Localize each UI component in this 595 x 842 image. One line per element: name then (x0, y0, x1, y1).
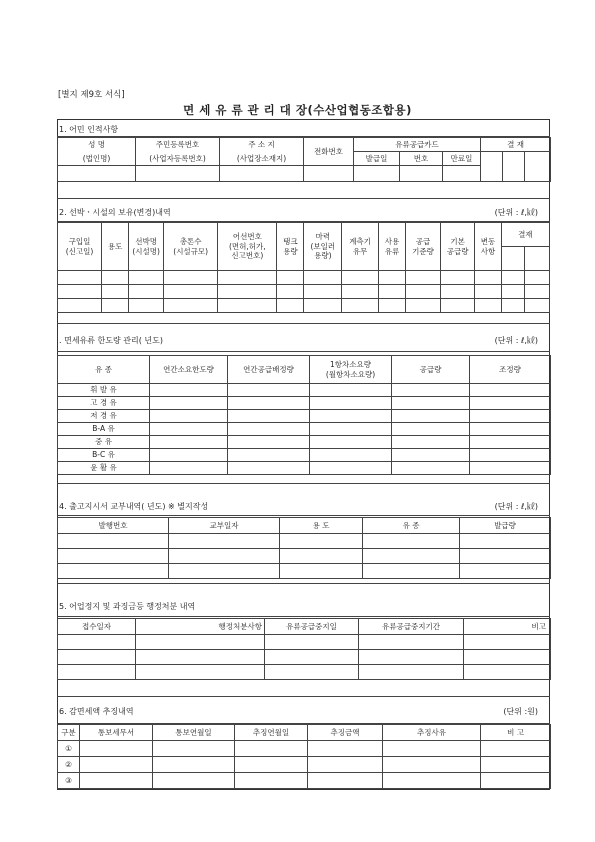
hdr-purchase-date: 구입일 (신고일) (58, 223, 102, 271)
s5-cell[interactable] (265, 635, 359, 650)
s6-cell[interactable] (80, 773, 153, 789)
s4-cell[interactable] (460, 564, 551, 579)
s6-cell[interactable] (383, 757, 481, 773)
hdr-s2-approval: 결재 (501, 223, 549, 247)
s3-cell[interactable] (392, 410, 470, 423)
hdr-collection-reason: 추징사유 (383, 725, 481, 741)
s3-cell[interactable] (150, 397, 228, 410)
s6-cell[interactable] (308, 757, 383, 773)
s3-cell[interactable] (310, 449, 392, 462)
section-5-table (57, 618, 551, 680)
s6-cell[interactable] (235, 757, 308, 773)
s6-cell[interactable] (235, 773, 308, 789)
s2-cell[interactable] (524, 285, 549, 299)
input-card-issue-date[interactable] (354, 166, 400, 182)
s2-cell[interactable] (218, 271, 277, 285)
section-4-top-line (57, 515, 550, 516)
s2-cell[interactable] (163, 271, 218, 285)
s3-cell[interactable] (392, 436, 470, 449)
s4-cell[interactable] (460, 534, 551, 549)
s3-cell[interactable] (150, 423, 228, 436)
s3-cell[interactable] (392, 397, 470, 410)
section-6-unit: (단위 :원) (503, 707, 538, 716)
s2-cell[interactable] (406, 271, 441, 285)
approval-box-s2-2[interactable] (524, 247, 549, 271)
section-2-bottom-line (57, 323, 550, 324)
s3-cell[interactable] (228, 449, 310, 462)
section-6-table (57, 724, 551, 789)
s5-cell[interactable] (265, 665, 359, 680)
s2-cell[interactable] (342, 271, 379, 285)
s3-cell[interactable] (310, 410, 392, 423)
s2-cell[interactable] (304, 285, 342, 299)
s4-cell[interactable] (460, 549, 551, 564)
s2-cell[interactable] (501, 271, 524, 285)
s5-cell[interactable] (464, 665, 551, 680)
s6-cell[interactable] (481, 757, 551, 773)
hdr-category: 구분 (58, 725, 80, 741)
s5-cell[interactable] (464, 635, 551, 650)
hdr-adjustment: 조정량 (470, 356, 551, 384)
s2-cell[interactable] (163, 285, 218, 299)
section-3-bottom-line (57, 483, 550, 484)
s3-cell[interactable] (310, 423, 392, 436)
s4-cell[interactable] (169, 534, 280, 549)
s5-cell[interactable] (136, 650, 265, 665)
s3-cell[interactable] (150, 410, 228, 423)
hdr-approval: 결 재 (481, 138, 551, 152)
s4-cell[interactable] (363, 549, 460, 564)
row-marker: ③ (58, 773, 80, 789)
s2-cell[interactable] (378, 285, 405, 299)
s2-cell[interactable] (524, 271, 549, 285)
s5-cell[interactable] (359, 650, 464, 665)
s2-cell[interactable] (129, 299, 164, 313)
approval-box-2[interactable] (503, 152, 525, 182)
s2-cell[interactable] (277, 299, 304, 313)
s3-cell[interactable] (228, 410, 310, 423)
hdr-suspension-date: 유류공급중지일 (265, 619, 359, 635)
hdr-changes: 변동 사항 (475, 223, 501, 271)
s6-cell[interactable] (383, 741, 481, 757)
input-card-number[interactable] (400, 166, 443, 182)
hdr-remarks: 비고 (464, 619, 551, 635)
s3-cell[interactable] (470, 384, 551, 397)
hdr-tank-capacity: 탱크 용량 (277, 223, 304, 271)
section-2-unit: (단위 : ℓ,㎘) (494, 208, 538, 217)
fuel-type-label: B-C 유 (58, 449, 150, 462)
s6-cell[interactable] (383, 773, 481, 789)
hdr-phone: 전화번호 (304, 138, 354, 166)
hdr-purpose: 용 도 (280, 518, 363, 534)
hdr-card-issue-date: 발급일 (354, 152, 400, 166)
s3-cell[interactable] (228, 397, 310, 410)
s6-cell[interactable] (235, 741, 308, 757)
section-1-table (57, 137, 551, 182)
section-4-label: 4. 출고지시서 교부내역( 년도) ※ 별지작성 (59, 502, 209, 511)
s4-cell[interactable] (363, 534, 460, 549)
s2-cell[interactable] (58, 285, 102, 299)
s6-cell[interactable] (308, 741, 383, 757)
section-4-bottom-line (57, 583, 550, 584)
s2-cell[interactable] (218, 285, 277, 299)
section-3-table (57, 355, 551, 475)
hdr-usage: 용도 (102, 223, 129, 271)
hdr-issue-date: 교부일자 (169, 518, 280, 534)
s5-cell[interactable] (136, 635, 265, 650)
s5-cell[interactable] (359, 665, 464, 680)
s4-cell[interactable] (280, 534, 363, 549)
hdr-tax-office: 통보세무서 (80, 725, 153, 741)
row-marker: ① (58, 741, 80, 757)
s2-cell[interactable] (304, 299, 342, 313)
fuel-type-label: 윤 활 유 (58, 462, 150, 475)
s2-cell[interactable] (501, 299, 524, 313)
s4-cell[interactable] (169, 549, 280, 564)
fuel-type-label: 저 경 유 (58, 410, 150, 423)
hdr-issue-number: 발행번호 (58, 518, 169, 534)
s3-cell[interactable] (470, 462, 551, 475)
s3-cell[interactable] (150, 436, 228, 449)
hdr-base-supply: 기본 공급량 (440, 223, 475, 271)
s2-cell[interactable] (475, 299, 501, 313)
section-3-label: . 면세유류 한도량 관리( 년도) (59, 336, 163, 345)
s3-cell[interactable] (392, 384, 470, 397)
s4-cell[interactable] (280, 549, 363, 564)
hdr-annual-limit: 연간소요한도량 (150, 356, 228, 384)
s2-cell[interactable] (406, 299, 441, 313)
fuel-type-label: B-A 유 (58, 423, 150, 436)
s2-cell[interactable] (129, 285, 164, 299)
s2-cell[interactable] (440, 285, 475, 299)
hdr-receipt-date: 접수일자 (58, 619, 136, 635)
fuel-type-label: 중 유 (58, 436, 150, 449)
s3-cell[interactable] (150, 462, 228, 475)
input-phone[interactable] (304, 166, 354, 182)
s2-cell[interactable] (277, 271, 304, 285)
hdr-name-sub: (법인명) (58, 152, 136, 166)
s4-cell[interactable] (58, 534, 169, 549)
s3-cell[interactable] (228, 384, 310, 397)
s3-cell[interactable] (470, 410, 551, 423)
s2-cell[interactable] (58, 271, 102, 285)
s5-cell[interactable] (58, 665, 136, 680)
s6-cell[interactable] (153, 773, 235, 789)
s6-cell[interactable] (80, 741, 153, 757)
hdr-issued-amount: 발급량 (460, 518, 551, 534)
section-4-unit: (단위 : ℓ,㎘) (494, 502, 538, 511)
hdr-collection-date: 추징연월일 (235, 725, 308, 741)
s4-cell[interactable] (169, 564, 280, 579)
s2-cell[interactable] (218, 299, 277, 313)
s3-cell[interactable] (310, 436, 392, 449)
hdr-vessel-name: 선박명 (시설명) (129, 223, 164, 271)
approval-box-3[interactable] (525, 152, 551, 182)
s3-cell[interactable] (150, 384, 228, 397)
s2-cell[interactable] (102, 285, 129, 299)
hdr-vessel-number: 어선번호 (면허,허가, 신고번호) (218, 223, 277, 271)
s3-cell[interactable] (470, 436, 551, 449)
s6-cell[interactable] (80, 757, 153, 773)
hdr-gross-tonnage: 총톤수 (시설규모) (163, 223, 218, 271)
fuel-type-label: 휘 발 유 (58, 384, 150, 397)
s2-cell[interactable] (475, 271, 501, 285)
s3-cell[interactable] (228, 462, 310, 475)
s2-cell[interactable] (102, 271, 129, 285)
input-card-expiry[interactable] (443, 166, 481, 182)
hdr-address-sub: (사업장소재지) (220, 152, 304, 166)
hdr-card-expiry: 만료일 (443, 152, 481, 166)
s6-cell[interactable] (153, 741, 235, 757)
s5-cell[interactable] (136, 665, 265, 680)
s4-cell[interactable] (280, 564, 363, 579)
s3-cell[interactable] (228, 423, 310, 436)
s2-cell[interactable] (58, 299, 102, 313)
section-6-label: 6. 감면세액 추징내역 (59, 707, 134, 716)
hdr-collection-amount: 추징금액 (308, 725, 383, 741)
hdr-meter: 계측기 유무 (342, 223, 379, 271)
s6-cell[interactable] (481, 773, 551, 789)
hdr-card-number: 번호 (400, 152, 443, 166)
row-marker: ② (58, 757, 80, 773)
approval-box-s2-1[interactable] (501, 247, 524, 271)
s2-cell[interactable] (163, 299, 218, 313)
hdr-oil-type: 유 종 (363, 518, 460, 534)
hdr-notice-date: 통보연월일 (153, 725, 235, 741)
fuel-type-label: 고 경 유 (58, 397, 150, 410)
section-3-top-line (57, 351, 550, 352)
input-address[interactable] (220, 166, 304, 182)
s5-cell[interactable] (464, 650, 551, 665)
s6-cell[interactable] (153, 757, 235, 773)
s2-cell[interactable] (342, 299, 379, 313)
s2-cell[interactable] (277, 285, 304, 299)
hdr-address: 주 소 지 (220, 138, 304, 152)
s2-cell[interactable] (501, 285, 524, 299)
hdr-id: 주민등록번호 (136, 138, 220, 152)
approval-box-1[interactable] (481, 152, 503, 182)
hdr-horsepower: 마력 (보일러 용량) (304, 223, 342, 271)
page-title: 면 세 유 류 관 리 대 장(수산업협동조합용) (183, 103, 412, 117)
hdr-s6-remarks: 비 고 (481, 725, 551, 741)
section-5-bottom-line (57, 696, 550, 697)
s2-cell[interactable] (304, 271, 342, 285)
hdr-supply-standard: 공급 기준량 (406, 223, 441, 271)
section-1-label: 1. 어민 인적사항 (59, 125, 119, 134)
s4-cell[interactable] (363, 564, 460, 579)
s3-cell[interactable] (470, 423, 551, 436)
s3-cell[interactable] (310, 397, 392, 410)
hdr-annual-allocation: 연간공급배정량 (228, 356, 310, 384)
s3-cell[interactable] (392, 423, 470, 436)
section-5-top-line (57, 616, 550, 617)
s3-cell[interactable] (310, 462, 392, 475)
section-2-label: 2. 선박ㆍ시설의 보유(변경)내역 (59, 208, 171, 217)
s5-cell[interactable] (58, 635, 136, 650)
s2-cell[interactable] (440, 271, 475, 285)
s4-cell[interactable] (58, 564, 169, 579)
section-5-label: 5. 어업정지 및 과징금등 행정처분 내역 (59, 602, 196, 611)
hdr-suspension-period: 유류공급중지기간 (359, 619, 464, 635)
hdr-name: 성 명 (58, 138, 136, 152)
s6-cell[interactable] (481, 741, 551, 757)
s4-cell[interactable] (58, 549, 169, 564)
hdr-id-sub: (사업자등록번호) (136, 152, 220, 166)
s2-cell[interactable] (378, 271, 405, 285)
hdr-per-trip: 1항차소요량 (월항차소요량) (310, 356, 392, 384)
s3-cell[interactable] (150, 449, 228, 462)
section-1-bottom-line (57, 198, 550, 199)
hdr-fuel-type: 유 종 (58, 356, 150, 384)
s2-cell[interactable] (440, 299, 475, 313)
s3-cell[interactable] (470, 397, 551, 410)
hdr-fuel-card: 유류공급카드 (354, 138, 481, 152)
s3-cell[interactable] (392, 449, 470, 462)
s6-cell[interactable] (308, 773, 383, 789)
s2-cell[interactable] (524, 299, 549, 313)
section-3-unit: (단위 : ℓ,㎘) (494, 336, 538, 345)
hdr-fuel-used: 사용 유류 (378, 223, 405, 271)
s2-cell[interactable] (378, 299, 405, 313)
hdr-admin-action: 행정처분사항 (136, 619, 265, 635)
s3-cell[interactable] (310, 384, 392, 397)
s3-cell[interactable] (392, 462, 470, 475)
s2-cell[interactable] (129, 271, 164, 285)
s2-cell[interactable] (342, 285, 379, 299)
form-number: [별지 제9호 서식] (58, 90, 125, 100)
s2-cell[interactable] (102, 299, 129, 313)
section-4-table (57, 517, 551, 579)
input-name[interactable] (58, 166, 136, 182)
input-id-number[interactable] (136, 166, 220, 182)
s5-cell[interactable] (58, 650, 136, 665)
s2-cell[interactable] (475, 285, 501, 299)
hdr-supply-amount: 공급량 (392, 356, 470, 384)
s3-cell[interactable] (470, 449, 551, 462)
s2-cell[interactable] (406, 285, 441, 299)
section-2-table (57, 222, 550, 313)
s5-cell[interactable] (359, 635, 464, 650)
s5-cell[interactable] (265, 650, 359, 665)
s3-cell[interactable] (228, 436, 310, 449)
